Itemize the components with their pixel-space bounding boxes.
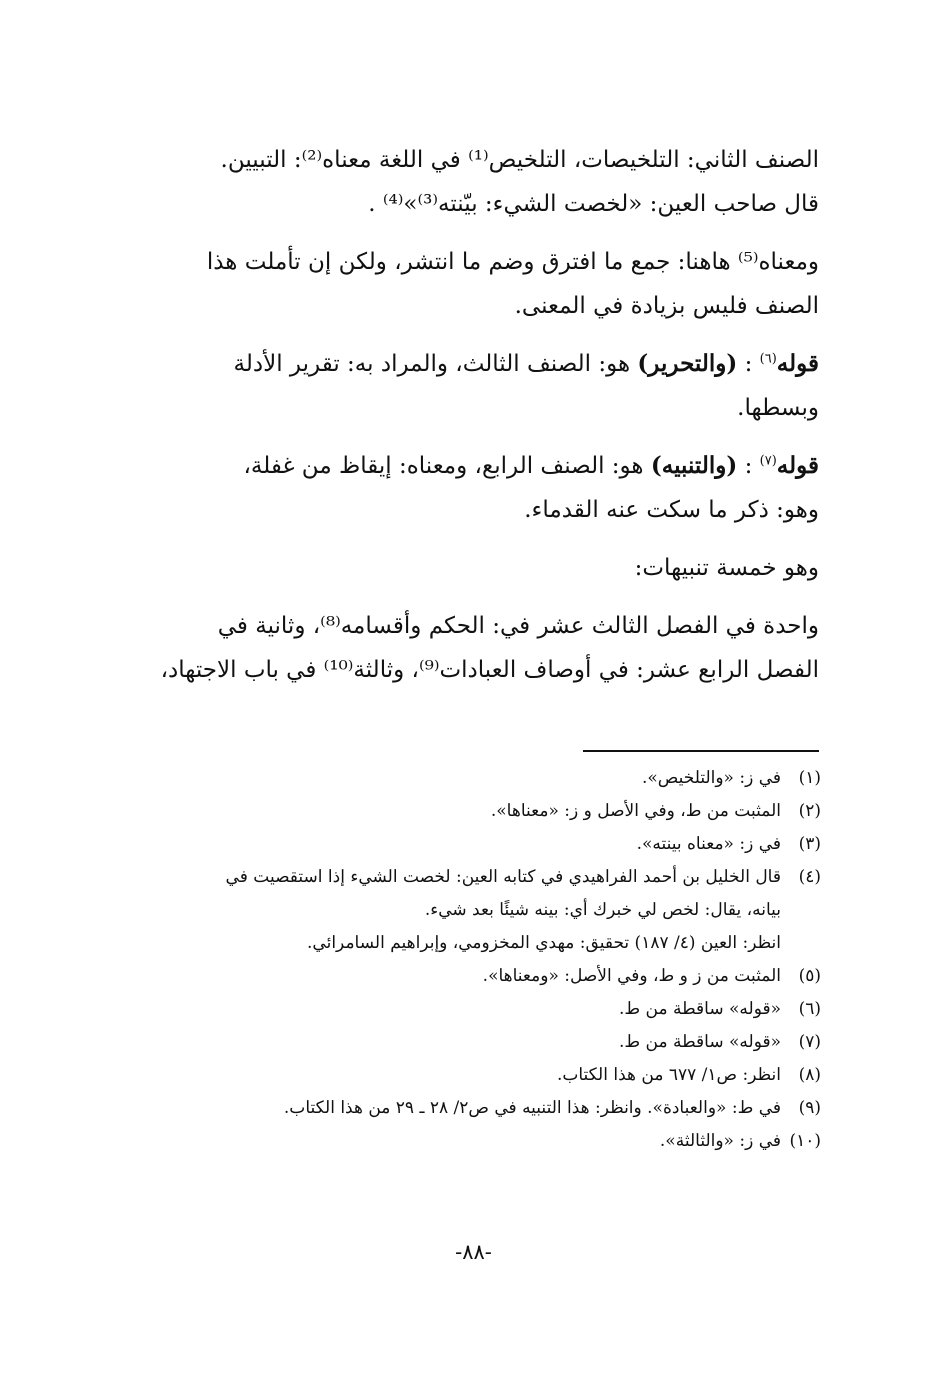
footnotes [108,762,821,1158]
footnote-ref: (٧) [759,453,777,469]
keyword: قوله [776,452,819,479]
footnote-line: في ز: «معناه بينته». [636,834,781,854]
footnote [108,762,821,795]
text-segment: هو: الصنف الثالث، والمراد به: تقرير الأدلة [233,351,638,377]
footnote-line: بيانه، يقال: لخص لي خبرك أي: بينه شيئًا بعد شيء. [424,900,781,920]
footnote [108,1059,821,1092]
footnote-text [108,762,781,795]
footnote-number: (١) [798,768,821,788]
text-line: وهو خمسة تنبيهات: [634,555,819,581]
footnote-line: انظر: ص١/ ٦٧٧ من هذا الكتاب. [556,1065,781,1085]
footnote-number: (٥) [798,966,821,986]
footnote [108,1125,821,1158]
footnote-text [108,1092,781,1125]
paragraph-5 [108,546,819,590]
footnote-line: في ز: «والتلخيص». [641,768,781,788]
footnote [108,828,821,861]
footnote-number: (٢) [798,801,821,821]
text-line: ومعناه⁽⁵⁾ هاهنا: جمع ما افترق وضم ما انتشر، ولكن إن تأملت هذا [206,249,819,275]
footnote-number: (٦) [798,999,821,1019]
footnote [108,1026,821,1059]
paragraph-2 [108,240,819,328]
footnote-number: (٣) [798,834,821,854]
keyword: قوله [776,350,819,377]
footnote-ref: (٦) [759,351,777,367]
text-segment: هو: الصنف الرابع، ومعناه: إيقاظ من غفلة، [243,453,651,479]
main-text [108,138,819,706]
keyword: (والتنبيه) [650,452,738,479]
text-line: قال صاحب العين: «لخصت الشيء: بيّنته⁽³⁾»⁽⁴⁾ . [368,191,819,217]
footnote-line: المثبت من ز و ط، وفي الأصل: «ومعناها». [482,966,781,986]
footnote-line: في ط: «والعبادة». وانظر: هذا التنبيه في ص٢/ ٢٨ ـ ٢٩ من هذا الكتاب. [283,1098,781,1118]
text-line: الفصل الرابع عشر: في أوصاف العبادات⁽⁹⁾، وثالثة⁽¹⁰⁾ في باب الاجتهاد، [160,657,819,683]
footnote [108,993,821,1026]
text-line: الصنف فليس بزيادة في المعنى. [514,293,819,319]
text-line: وهو: ذكر ما سكت عنه القدماء. [524,497,819,523]
footnote-text [108,993,781,1026]
footnote-line: انظر: العين (٤/ ١٨٧) تحقيق: مهدي المخزومي، وإبراهيم السامرائي. [307,933,781,953]
keyword: (والتحرير) [637,350,738,377]
footnote-separator [583,750,819,752]
footnote-number: (٧) [798,1032,821,1052]
footnote-line: المثبت من ط، وفي الأصل و ز: «معناها». [490,801,781,821]
footnote-line: في ز: «والثالثة». [659,1131,781,1151]
footnote-text [108,828,781,861]
paragraph-1 [108,138,819,226]
text-line: واحدة في الفصل الثالث عشر في: الحكم وأقسامه⁽⁸⁾، وثانية في [217,613,819,639]
footnote-text [108,1026,781,1059]
text-line: قوله$^{(٧)}$ : (والتنبيه) هو: الصنف الرابع، ومعناه: إيقاظ من غفلة، [243,452,819,479]
footnote-line: «قوله» ساقطة من ط. [619,1032,781,1052]
text-line: وبسطها. [737,395,819,421]
paragraph-6 [108,604,819,692]
footnote-text [108,795,781,828]
footnote-number: (٩) [798,1098,821,1118]
footnote-line: قال الخليل بن أحمد الفراهيدي في كتابه العين: لخصت الشيء إذا استقصيت في [225,867,781,887]
footnote-text [108,861,781,960]
footnote-text [108,1059,781,1092]
footnote-line: «قوله» ساقطة من ط. [619,999,781,1019]
footnote-text [108,1125,781,1158]
footnote-text [108,960,781,993]
footnote-number: (٨) [798,1065,821,1085]
paragraph-4 [108,444,819,532]
footnote [108,1092,821,1125]
text-line: قوله$^{(٦)}$ : (والتحرير) هو: الصنف الثالث، والمراد به: تقرير الأدلة [233,350,819,377]
page-number: -٨٨- [455,1240,492,1264]
footnote-number: (٤) [798,867,821,887]
footnote-number: (١٠) [789,1131,821,1151]
footnote [108,795,821,828]
footnote [108,861,821,960]
paragraph-3 [108,342,819,430]
footnote [108,960,821,993]
text-line: الصنف الثاني: التلخيصات، التلخيص⁽¹⁾ في اللغة معناه⁽²⁾: التبيين. [220,147,819,173]
